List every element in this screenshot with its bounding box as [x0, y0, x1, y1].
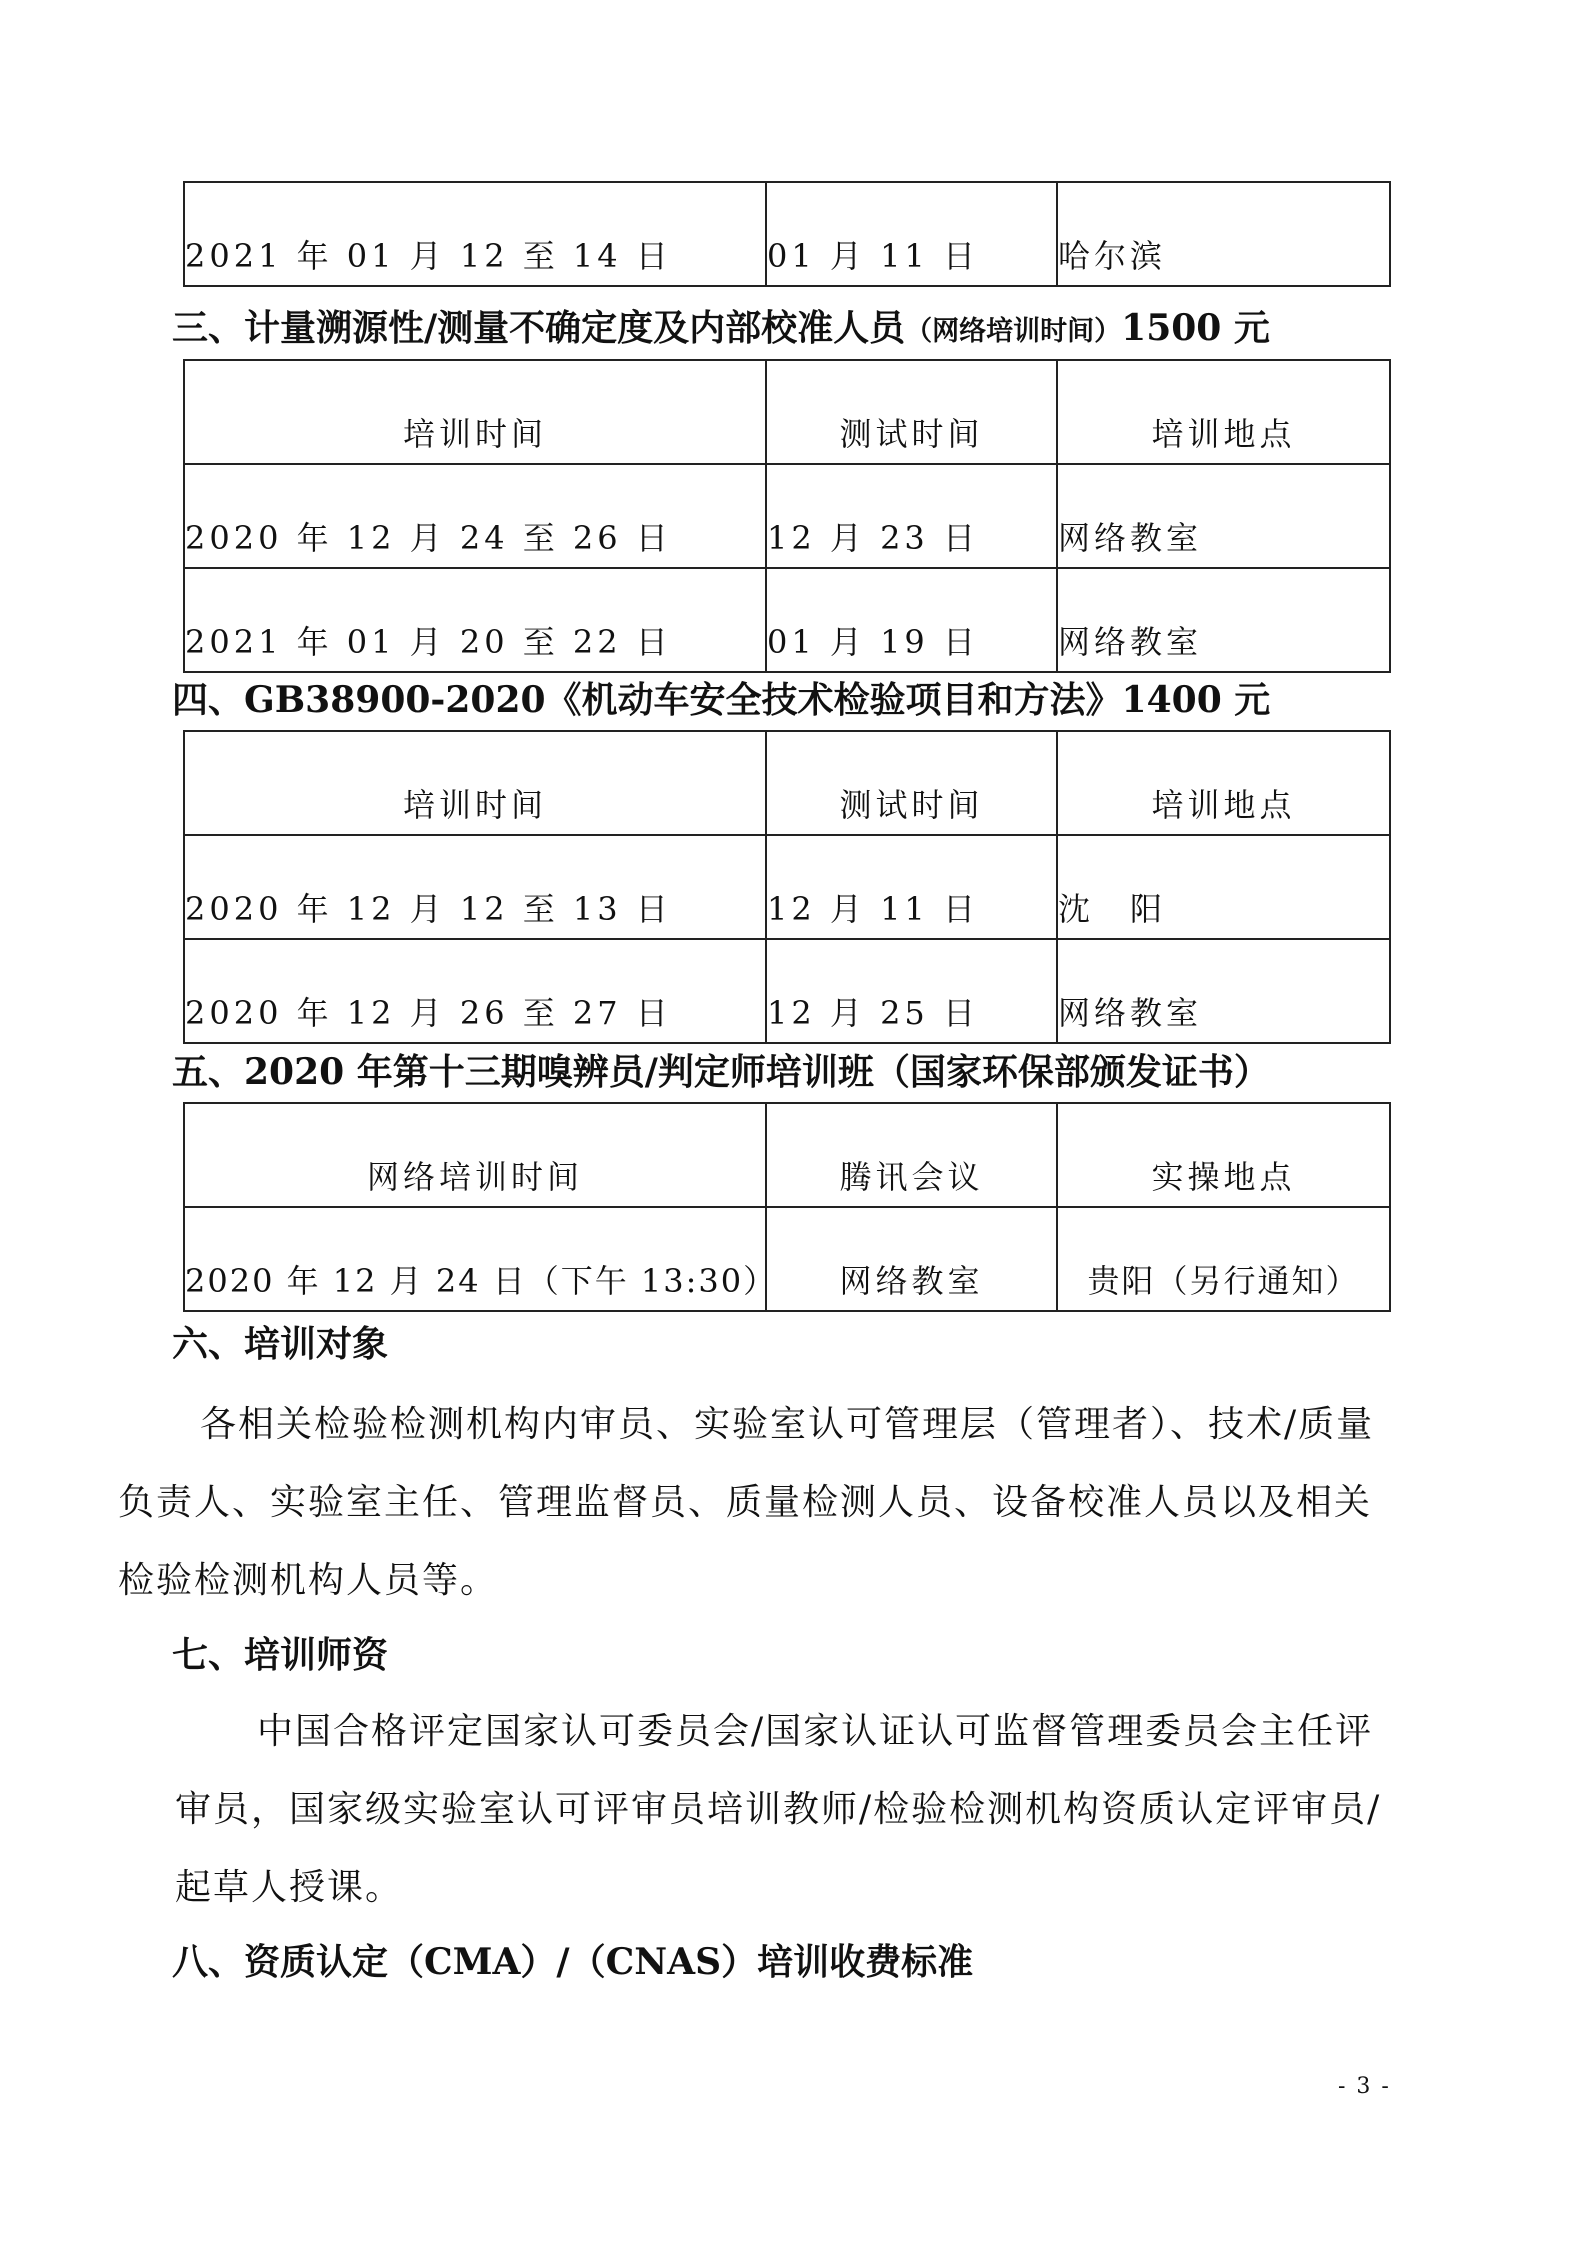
training-time-cell: 2020 年 12 月 24 至 26 日 [184, 464, 766, 568]
section-7-body: 中国合格评定国家认可委员会/国家认证认可监督管理委员会主任评审员，国家级实验室认可评审员培训教师/检验检测机构资质认定评审员/起草人授课。 [175, 1711, 1382, 1908]
test-time-cell: 01 月 11 日 [766, 182, 1057, 286]
page-number: - 3 - [1338, 2074, 1391, 2099]
location-cell: 网络教室 [1057, 939, 1390, 1043]
table-row [184, 464, 1390, 568]
test-time-cell: 12 月 25 日 [766, 939, 1057, 1043]
schedule-table-section-3 [183, 359, 1391, 673]
section-8-title: 八、资质认定（CMA）/（CNAS）培训收费标准 [172, 1941, 974, 1983]
column-header: 腾讯会议 [766, 1103, 1057, 1207]
test-time-cell: 12 月 23 日 [766, 464, 1057, 568]
location-cell: 贵阳（另行通知） [1057, 1207, 1390, 1311]
table-header-row [184, 1103, 1390, 1207]
training-time-cell: 2020 年 12 月 26 至 27 日 [184, 939, 766, 1043]
schedule-table-section-5 [183, 1102, 1391, 1312]
table-row [184, 1207, 1390, 1311]
training-time-cell: 2021 年 01 月 12 至 14 日 [184, 182, 766, 286]
column-header: 测试时间 [766, 360, 1057, 464]
column-header: 测试时间 [766, 731, 1057, 835]
section-6-title: 六、培训对象 [172, 1323, 389, 1365]
schedule-table-section-4 [183, 730, 1391, 1044]
column-header: 培训时间 [184, 731, 766, 835]
location-cell: 哈尔滨 [1057, 182, 1390, 286]
section-3-title: 三、计量溯源性/测量不确定度及内部校准人员（网络培训时间）1500 元 [172, 307, 1270, 349]
training-time-cell: 2020 年 12 月 24 日（下午 13:30） [184, 1207, 766, 1311]
section-5-title: 五、2020 年第十三期嗅辨员/判定师培训班（国家环保部颁发证书） [172, 1051, 1270, 1093]
column-header: 实操地点 [1057, 1103, 1390, 1207]
location-cell: 网络教室 [1057, 464, 1390, 568]
schedule-table-top [183, 181, 1391, 287]
section-6-body: 各相关检验检测机构内审员、实验室认可管理层（管理者）、技术/质量负责人、实验室主任、管理监督员、质量检测人员、设备校准人员以及相关检验检测机构人员等。 [118, 1404, 1375, 1601]
table-row [184, 835, 1390, 939]
table-header-row [184, 360, 1390, 464]
table-header-row [184, 731, 1390, 835]
training-time-cell: 2021 年 01 月 20 至 22 日 [184, 568, 766, 672]
table-row [184, 568, 1390, 672]
test-time-cell: 12 月 11 日 [766, 835, 1057, 939]
table-row [184, 182, 1390, 286]
training-time-cell: 2020 年 12 月 12 至 13 日 [184, 835, 766, 939]
location-cell: 沈 阳 [1057, 835, 1390, 939]
column-header: 培训地点 [1057, 731, 1390, 835]
table-row [184, 939, 1390, 1043]
column-header: 培训地点 [1057, 360, 1390, 464]
section-4-title: 四、GB38900-2020《机动车安全技术检验项目和方法》1400 元 [172, 679, 1271, 721]
section-7-title: 七、培训师资 [172, 1634, 389, 1676]
column-header: 培训时间 [184, 360, 766, 464]
column-header: 网络培训时间 [184, 1103, 766, 1207]
meeting-cell: 网络教室 [766, 1207, 1057, 1311]
test-time-cell: 01 月 19 日 [766, 568, 1057, 672]
location-cell: 网络教室 [1057, 568, 1390, 672]
